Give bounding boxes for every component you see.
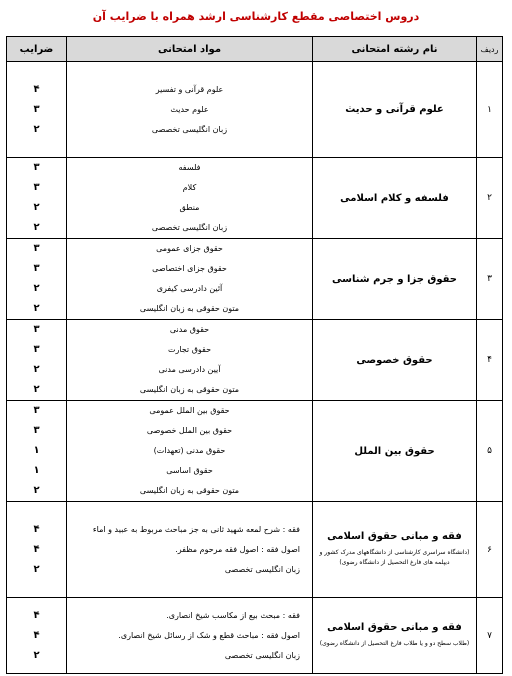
course-item: متون حقوقی به زبان انگلیسی — [139, 385, 240, 394]
field-cell — [313, 239, 477, 320]
table-row — [7, 598, 503, 674]
coef-value: ۳ — [33, 344, 40, 355]
field-cell — [313, 598, 477, 674]
course-item: حقوق مدنی (تعهدات) — [153, 446, 226, 455]
field-cell — [313, 62, 477, 158]
header-field: نام رشته امتحانی — [313, 37, 477, 62]
coef-value: ۱ — [33, 465, 40, 476]
coef-value: ۲ — [33, 384, 40, 395]
courses-table — [6, 36, 503, 674]
course-item: آئین دادرسی کیفری — [156, 284, 223, 293]
header-courses: مواد امتحانی — [67, 37, 313, 62]
course-item: کلام — [182, 183, 197, 192]
coef-value: ۲ — [33, 364, 40, 375]
coef-cell — [7, 598, 67, 674]
coef-cell — [7, 158, 67, 239]
field-note: (دانشگاه سراسری کارشناسی از دانشگاههای مدرک کشور و دیپلمه های فارغ التحصیل از دانشگاه رضوی) — [319, 549, 470, 566]
row-number: ۵ — [477, 401, 503, 502]
field-name: حقوق جزا و جرم شناسی — [332, 273, 457, 285]
courses-cell — [67, 239, 313, 320]
courses-cell — [67, 502, 313, 598]
field-cell — [313, 502, 477, 598]
coef-value: ۳ — [33, 263, 40, 274]
course-item: اصول فقه : اصول فقه مرحوم مظفر. — [175, 544, 300, 554]
row-number: ۱ — [477, 62, 503, 158]
coef-cell — [7, 320, 67, 401]
course-item: فلسفه — [178, 163, 201, 172]
field-name: فقه و مبانی حقوق اسلامی — [327, 622, 462, 633]
course-item: حقوق بین الملل خصوصی — [146, 426, 233, 435]
course-item: منطق — [179, 203, 200, 212]
coef-value: ۳ — [33, 405, 40, 416]
field-name: حقوق بین الملل — [354, 445, 435, 457]
row-number: ۲ — [477, 158, 503, 239]
coef-value: ۱ — [33, 445, 40, 456]
table-header-row — [7, 37, 503, 62]
course-item: آیین دادرسی مدنی — [158, 365, 221, 374]
coef-value: ۲ — [33, 202, 40, 213]
field-note: (طلاب سطح دو و یا طلاب فارغ التحصیل از دانشگاه رضوی) — [319, 640, 470, 647]
table-row — [7, 62, 503, 158]
table-row — [7, 320, 503, 401]
coef-value: ۲ — [33, 283, 40, 294]
coef-cell — [7, 401, 67, 502]
row-number: ۶ — [477, 502, 503, 598]
coef-value: ۳ — [33, 324, 40, 335]
course-item: زبان انگلیسی تخصصی — [151, 124, 228, 134]
coef-value: ۲ — [33, 222, 40, 233]
courses-cell — [67, 598, 313, 674]
coef-value: ۲ — [33, 303, 40, 314]
course-item: زبان انگلیسی تخصصی — [151, 223, 228, 232]
coef-cell — [7, 502, 67, 598]
field-name: حقوق خصوصی — [356, 354, 433, 366]
course-item: متون حقوقی به زبان انگلیسی — [139, 304, 240, 313]
coef-cell — [7, 239, 67, 320]
table-row — [7, 502, 503, 598]
course-item: حقوق بین الملل عمومی — [149, 406, 230, 415]
courses-cell — [67, 320, 313, 401]
coef-value: ۴ — [33, 543, 40, 555]
table-row — [7, 401, 503, 502]
course-item: علوم قرآنی و تفسیر — [155, 84, 224, 94]
row-number: ۴ — [477, 320, 503, 401]
coef-value: ۲ — [33, 123, 40, 135]
header-coef: ضرایب — [7, 37, 67, 62]
coef-value: ۳ — [33, 182, 40, 193]
course-item: زبان انگلیسی تخصصی — [224, 564, 300, 574]
course-item: زبان انگلیسی تخصصی — [224, 650, 300, 660]
header-radif: ردیف — [477, 37, 503, 62]
page-title: دروس اختصاصی مقطع کارشناسی ارشد همراه با ضرایب آن — [92, 10, 420, 23]
course-item: فقه : شرح لمعه شهید ثانی به جز مباحث مربوط به عبید و اماء — [92, 524, 300, 534]
course-item: حقوق اساسی — [166, 466, 213, 475]
table-row — [7, 239, 503, 320]
course-item: متون حقوقی به زبان انگلیسی — [139, 486, 240, 495]
coef-value: ۲ — [33, 563, 40, 575]
field-name: علوم قرآنی و حدیث — [345, 104, 444, 115]
field-name: فلسفه و کلام اسلامی — [340, 192, 449, 204]
course-item: حقوق جزای اختصاصی — [152, 264, 227, 273]
row-number: ۳ — [477, 239, 503, 320]
field-cell — [313, 320, 477, 401]
course-item: حقوق جزای عمومی — [156, 244, 223, 253]
row-number: ۷ — [477, 598, 503, 674]
coef-value: ۴ — [33, 629, 40, 641]
courses-cell — [67, 62, 313, 158]
field-cell — [313, 401, 477, 502]
field-cell — [313, 158, 477, 239]
coef-value: ۴ — [33, 523, 40, 535]
coef-value: ۲ — [33, 485, 40, 496]
coef-value: ۳ — [33, 243, 40, 254]
course-item: علوم حدیث — [170, 104, 209, 114]
course-item: فقه : مبحث بیع از مکاسب شیخ انصاری. — [166, 610, 300, 620]
course-item: اصول فقه : مباحث قطع و شک از رسائل شیخ انصاری. — [118, 630, 300, 640]
courses-cell — [67, 401, 313, 502]
table-row — [7, 158, 503, 239]
course-item: حقوق مدنی — [169, 325, 210, 334]
coef-value: ۳ — [33, 103, 40, 115]
field-name: فقه و مبانی حقوق اسلامی — [327, 531, 462, 542]
coef-value: ۴ — [33, 609, 40, 621]
course-item: حقوق تجارت — [167, 345, 212, 354]
courses-cell — [67, 158, 313, 239]
coef-value: ۲ — [33, 649, 40, 661]
coef-value: ۳ — [33, 425, 40, 436]
coef-cell — [7, 62, 67, 158]
coef-value: ۴ — [33, 83, 40, 95]
coef-value: ۳ — [33, 162, 40, 173]
